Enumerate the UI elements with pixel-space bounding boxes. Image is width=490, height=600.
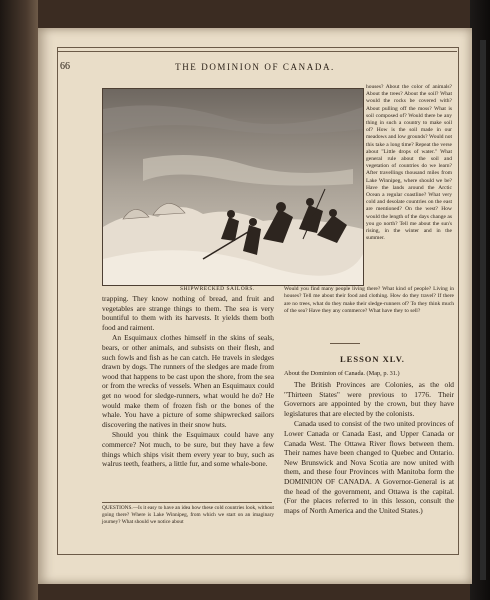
paragraph: The British Provinces are Colonies, as the old "Thirteen States" were previous to 1776. Their Governors are appointed by the crown, but they have legislatures that are elected by the colonists. <box>284 380 454 418</box>
questions-rule <box>102 502 272 503</box>
page-edge <box>470 0 490 600</box>
paragraph: Canada used to consist of the two united provinces of Lower Canada or Canada East, and Upper Canada or Canada West. The Ottawa River flows between them. Their names have been changed to Quebec and Ontario. New Brunswick and Nova Scotia are now united with them, and these four Provinces with Manitoba form the DOMINION OF CANADA. A Governor-General is at the head of the government, and Ottawa is the capital. (For the places referred to in this lesson, consult the maps of North America and the United States.) <box>284 419 454 515</box>
lesson-title: LESSON XLV. <box>340 354 405 364</box>
questions-footnote: QUESTIONS.—Is it easy to have an idea how these cold countries look, without going there? Where is Lake Winnipeg, from which we start on an imaginary journey? What should we notice about <box>102 505 274 525</box>
lesson-body <box>284 380 454 516</box>
paragraph: Should you think the Esquimaux could have any commerce? Not much, to be sure, but they have a few things which ships visit them every year to buy, such as walrus teeth, feathers, a little fur, and some whale-bone. <box>102 430 274 469</box>
lesson-subtitle: About the Dominion of Canada. (Map, p. 31.) <box>284 370 400 377</box>
page-number: 66 <box>60 61 70 72</box>
book-spine <box>0 0 38 600</box>
paragraph: trapping. They know nothing of bread, and fruit and vegetables are strange things to them. The sea is very bountiful to them with its harvests. It yields them both food and raiment. <box>102 294 274 332</box>
right-questions-text: houses? About the color of animals? About the trees? About the soil? What would the rocks be covered with? About pulling off the moss? What is soil composed of? Would there be any thing in such a country to make soil of? How is the soil made in our meadows and low grounds? Would not this take a long time? Repeat the verse about "Little drops of water." What general rule about the soil and vegetation of countries do we learn? After travellings thousand miles from Lake Winnipeg, where should we be? Have the lands around the Arctic Ocean a regular coastline? What very cold and desolate countries on the east are mentioned? On the west? How would the length of the days change as you go north? Tell me about the sun's rising, in the winter and in the summer. <box>366 84 452 242</box>
shipwrecked-sailors-illustration <box>102 88 364 286</box>
section-divider <box>330 343 360 344</box>
illustration-caption: SHIPWRECKED SAILORS. <box>180 286 255 292</box>
left-column <box>102 294 274 470</box>
right-questions-continued: Would you find many people living there? What kind of people? Living in houses? Tell me about their food and clothing. How do they travel? If there are no trees, what do they make their sledge-runners of? To they think much of the sea? Have they any commerce? What have they to sell? <box>284 286 454 314</box>
running-title: THE DOMINION OF CANADA. <box>175 62 335 72</box>
header-rule <box>57 51 457 52</box>
paragraph: An Esquimaux clothes himself in the skins of seals, bears, or other animals, and subsists on their flesh, and such fowls and fish as he can catch. He travels in sledges drawn by dogs. The runners of the sledges are made from wood that happens to be cast upon the shore, from the sea or from the wrecks of vessels. When an Esquimaux could get no wood for sledge-runners, what would he do? He would make them of frozen fish or the bones of the whale. You have a picture of some shipwrecked sailors discovering the natives in their snow huts. <box>102 333 274 429</box>
